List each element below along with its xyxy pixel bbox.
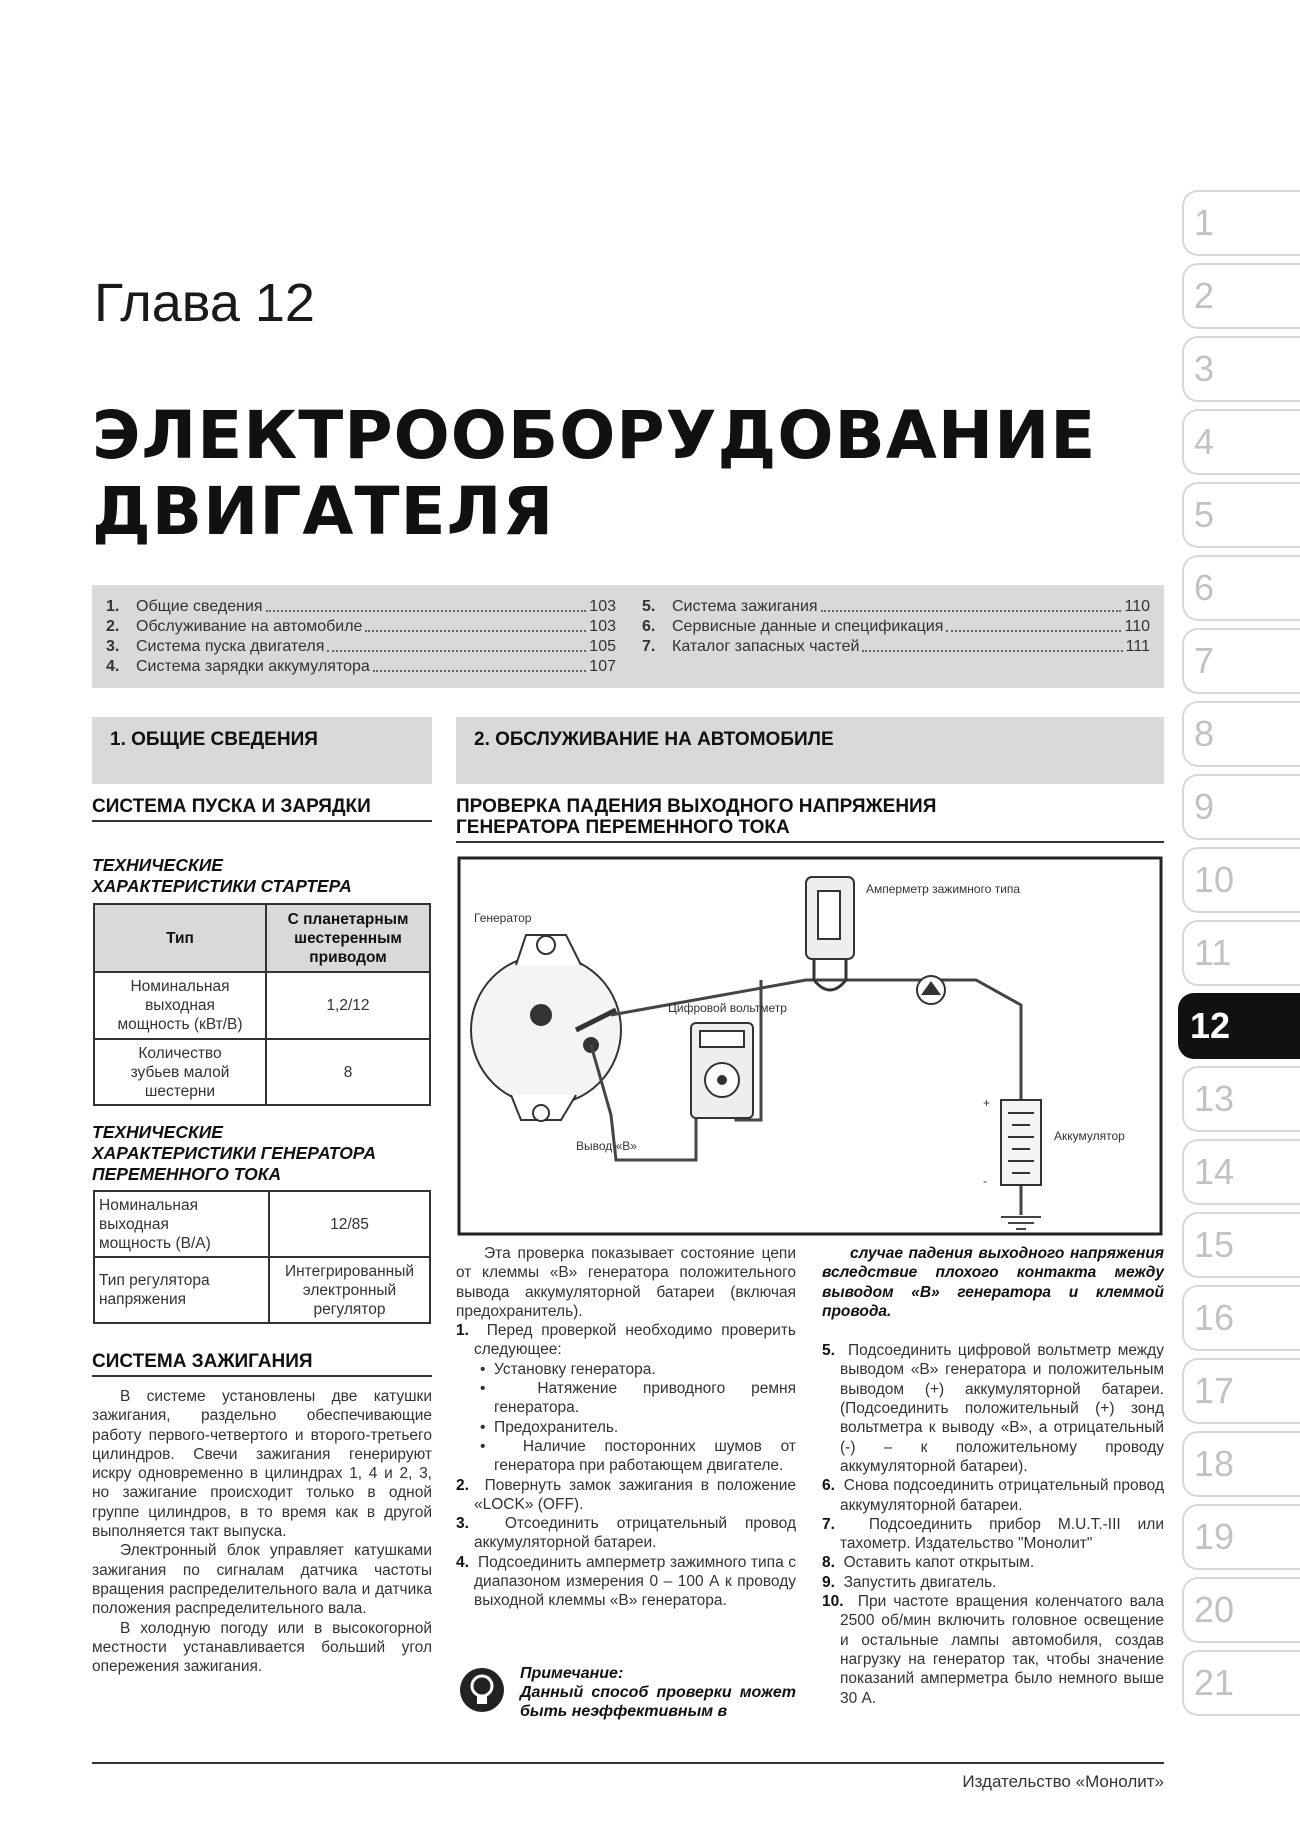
note-continuation: случае падения выходного напряжения вследствие плохого контакта между выводом «В» генератора и клеммой провода. bbox=[822, 1245, 1164, 1320]
toc-dot-leader bbox=[373, 657, 587, 672]
step bbox=[456, 1476, 796, 1515]
toc-dot-leader bbox=[327, 637, 586, 652]
chapter-title bbox=[92, 398, 1096, 550]
step bbox=[822, 1515, 1164, 1554]
cell-line: зубьев малой bbox=[130, 1063, 230, 1081]
digital-voltmeter-drawing bbox=[691, 1023, 753, 1118]
cell-line: Интегрированный bbox=[284, 1262, 415, 1280]
starter-spec-table bbox=[93, 903, 431, 1106]
chapter-tab-19[interactable]: 19 bbox=[1182, 1504, 1300, 1570]
bullet-item: • Наличие посторонних шумов от генератора при работающем двигателе. bbox=[480, 1437, 796, 1475]
step-number: 5. bbox=[822, 1342, 835, 1360]
step-number: 3. bbox=[456, 1515, 469, 1533]
step bbox=[822, 1573, 1164, 1592]
cell-line: мощность (В/А) bbox=[99, 1234, 211, 1252]
cell-line: напряжения bbox=[99, 1291, 187, 1308]
toc-dot-leader bbox=[266, 597, 587, 612]
fuse-icon bbox=[917, 976, 945, 1004]
toc-number: 7. bbox=[642, 638, 656, 655]
chapter-title-line2: ДВИГАТЕЛЯ bbox=[92, 473, 555, 550]
step-text: Подсоединить прибор M.U.T.-III или тахометр. Издательство "Монолит" bbox=[840, 1515, 1164, 1553]
toc-page-number: 107 bbox=[589, 658, 616, 675]
starter-title-l2: ХАРАКТЕРИСТИКИ СТАРТЕРА bbox=[92, 876, 352, 896]
table-header bbox=[266, 904, 430, 972]
step-number: 6. bbox=[822, 1477, 835, 1495]
chapter-tab-18[interactable]: 18 bbox=[1182, 1431, 1300, 1497]
cell-line: Количество bbox=[138, 1044, 222, 1062]
chapter-tab-14[interactable]: 14 bbox=[1182, 1139, 1300, 1205]
bullet-text: Наличие посторонних шумов от генератора при работающем двигателе. bbox=[494, 1437, 796, 1475]
step bbox=[822, 1592, 1164, 1708]
bullet-item: • Установку генератора. bbox=[480, 1360, 656, 1378]
chapter-tab-4[interactable]: 4 bbox=[1182, 409, 1300, 475]
toc-entry[interactable] bbox=[106, 637, 616, 657]
toc-number: 4. bbox=[106, 658, 120, 675]
chapter-tab-21[interactable]: 21 bbox=[1182, 1650, 1300, 1716]
chapter-label: Глава 12 bbox=[94, 273, 315, 333]
step bbox=[822, 1553, 1164, 1572]
table-cell bbox=[269, 1257, 430, 1323]
generator-label: Генератор bbox=[474, 911, 532, 925]
table-cell bbox=[94, 972, 266, 1039]
bullet-text: Натяжение приводного ремня генератора. bbox=[494, 1380, 796, 1417]
ignition-subhead: СИСТЕМА ЗАЖИГАНИЯ bbox=[92, 1351, 432, 1377]
toc-page-number: 103 bbox=[589, 598, 616, 615]
table-cell bbox=[94, 1191, 269, 1257]
toc-number: 5. bbox=[642, 598, 656, 615]
toc-label: Система зарядки аккумулятора bbox=[136, 658, 370, 675]
note-box bbox=[456, 1664, 796, 1721]
note-text: Данный способ проверки может быть неэффективным в bbox=[520, 1684, 796, 1720]
gen-title-l1: ТЕХНИЧЕСКИЕ bbox=[92, 1122, 223, 1142]
step-number: 10. bbox=[822, 1593, 844, 1611]
section1-subhead: СИСТЕМА ПУСКА И ЗАРЯДКИ bbox=[92, 796, 432, 822]
minus-sign: - bbox=[983, 1174, 987, 1188]
toc-label: Система зажигания bbox=[672, 598, 818, 615]
step-text: Снова подсоединить отрицательный провод аккумуляторной батареи. bbox=[840, 1477, 1164, 1514]
chapter-tab-7[interactable]: 7 bbox=[1182, 628, 1300, 694]
table-row bbox=[94, 1191, 430, 1257]
table-cell: 1,2/12 bbox=[266, 972, 430, 1039]
step-number: 9. bbox=[822, 1573, 835, 1591]
cell-line: регулятор bbox=[313, 1300, 386, 1318]
toc-label: Общие сведения bbox=[136, 598, 263, 615]
toc-dot-leader bbox=[862, 637, 1122, 652]
toc-number: 3. bbox=[106, 638, 120, 655]
cell-line: выходная bbox=[99, 1215, 169, 1233]
step-text: Запустить двигатель. bbox=[843, 1573, 997, 1591]
paragraph: Эта проверка показывает состояние цепи от клеммы «В» генератора положительного вывода аккумуляторной батареи (включая предохранитель). bbox=[456, 1245, 796, 1320]
cell-line: выходная bbox=[145, 997, 215, 1014]
chapter-title-line1: ЭЛЕКТРООБОРУДОВАНИЕ bbox=[92, 397, 1097, 474]
toc-entry[interactable] bbox=[642, 617, 1150, 637]
section2-subhead bbox=[456, 796, 1164, 843]
chapter-tab-1[interactable]: 1 bbox=[1182, 190, 1300, 256]
bullet-item: • Натяжение приводного ремня генератора. bbox=[480, 1380, 796, 1417]
cell-line: Номинальная bbox=[130, 978, 230, 995]
step bbox=[822, 1341, 1164, 1476]
alternator-test-diagram bbox=[456, 855, 1164, 1237]
toc-entry[interactable] bbox=[642, 597, 1150, 617]
table-of-contents bbox=[92, 585, 1164, 688]
lightbulb-icon bbox=[458, 1666, 506, 1714]
step-text: Перед проверкой необходимо проверить следующее: bbox=[474, 1322, 796, 1359]
gen-title-l2: ХАРАКТЕРИСТИКИ ГЕНЕРАТОРА bbox=[92, 1143, 377, 1163]
step bbox=[456, 1321, 796, 1360]
starter-specs-title bbox=[92, 855, 432, 897]
plus-sign: + bbox=[983, 1096, 991, 1110]
voltmeter-label: Цифровой вольтметр bbox=[668, 1001, 787, 1015]
publisher-footer: Издательство «Монолит» bbox=[962, 1772, 1164, 1791]
table-header: Тип bbox=[94, 904, 266, 972]
toc-page-number: 111 bbox=[1125, 638, 1150, 655]
table-cell: 12/85 bbox=[269, 1191, 430, 1257]
toc-entry[interactable] bbox=[106, 597, 616, 617]
table-row bbox=[94, 1257, 430, 1323]
table-cell bbox=[94, 1257, 269, 1323]
cell-line: приводом bbox=[309, 948, 387, 966]
toc-dot-leader bbox=[821, 597, 1122, 612]
section1-header: 1. ОБЩИЕ СВЕДЕНИЯ bbox=[92, 717, 432, 784]
toc-label: Система пуска двигателя bbox=[136, 638, 325, 655]
ignition-text bbox=[92, 1387, 432, 1676]
table-row bbox=[94, 1039, 430, 1105]
footer-divider bbox=[92, 1762, 1164, 1764]
cell-line: шестеренным bbox=[294, 929, 402, 947]
generator-spec-table bbox=[93, 1190, 431, 1324]
terminal-label: Вывод «В» bbox=[576, 1139, 637, 1153]
toc-dot-leader bbox=[946, 617, 1121, 632]
bullet-text: Установку генератора. bbox=[494, 1360, 656, 1378]
chapter-tab-11[interactable]: 11 bbox=[1182, 920, 1300, 986]
paragraph: В системе установлены две катушки зажигания, раздельно обеспечивающие работу первого-четвертого и второго-третьего цилиндров. Свечи зажигания генерируют искру одновременно в цилиндрах 1, 4 и 2, 3, но зажигание происходит только в одной группе цилиндров, в то время как в другой выполняется такт выпуска. bbox=[92, 1388, 432, 1541]
chapter-tab-15[interactable]: 15 bbox=[1182, 1212, 1300, 1278]
chapter-tab-13[interactable]: 13 bbox=[1182, 1066, 1300, 1132]
toc-left-column bbox=[106, 597, 616, 677]
step-text: Подсоединить цифровой вольтметр между выводом «В» генератора и положительным выводом (+) аккумуляторной батареи. (Подсоединить положительный (+) зонд вольтметра к выводу «В», а отрицательный (-) – к положительному проводу аккумуляторной батареи). bbox=[840, 1342, 1164, 1475]
paragraph: В холодную погоду или в высокогорной местности устанавливается больший угол опережения зажигания. bbox=[92, 1619, 432, 1676]
toc-entry[interactable] bbox=[106, 657, 616, 677]
step-text: Отсоединить отрицательный провод аккумуляторной батареи. bbox=[474, 1515, 796, 1552]
bullet-item: • Предохранитель. bbox=[480, 1418, 619, 1436]
toc-entry[interactable] bbox=[106, 617, 616, 637]
toc-right-column bbox=[642, 597, 1150, 657]
battery-label: Аккумулятор bbox=[1054, 1129, 1125, 1143]
step-number: 7. bbox=[822, 1515, 835, 1533]
chapter-tab-3[interactable]: 3 bbox=[1182, 336, 1300, 402]
toc-page-number: 103 bbox=[589, 618, 616, 635]
note-title: Примечание: bbox=[520, 1665, 624, 1682]
subhead-line1: ПРОВЕРКА ПАДЕНИЯ ВЫХОДНОГО НАПРЯЖЕНИЯ bbox=[456, 796, 937, 817]
step-text: Подсоединить амперметр зажимного типа с диапазоном измерения 0 – 100 А к проводу выходной клеммы «В» генератора. bbox=[474, 1553, 796, 1610]
cell-line: мощность (кВт/В) bbox=[117, 1016, 243, 1033]
step bbox=[822, 1476, 1164, 1515]
toc-entry[interactable] bbox=[642, 637, 1150, 657]
bullet-text: Предохранитель. bbox=[494, 1418, 619, 1436]
generator-specs-title bbox=[92, 1122, 437, 1185]
chapter-tab-17[interactable]: 17 bbox=[1182, 1358, 1300, 1424]
step-number: 1. bbox=[456, 1322, 469, 1340]
step-number: 4. bbox=[456, 1553, 469, 1571]
step-text: При частоте вращения коленчатого вала 2500 об/мин включить головное освещение и остальные лампы автомобиля, создав нагрузку на генератор так, чтобы значение показаний амперметра было немного выше 30 А. bbox=[840, 1593, 1164, 1707]
ammeter-label: Амперметр зажимного типа bbox=[866, 882, 1021, 896]
cell-line: Номинальная bbox=[99, 1196, 199, 1214]
section2-column-b bbox=[822, 1244, 1164, 1708]
cell-line: шестерни bbox=[144, 1082, 216, 1100]
step-text: Повернуть замок зажигания в положение «LOCK» (OFF). bbox=[474, 1476, 796, 1513]
step bbox=[456, 1514, 796, 1553]
chapter-tab-8[interactable]: 8 bbox=[1182, 701, 1300, 767]
table-cell bbox=[94, 1039, 266, 1105]
table-cell: 8 bbox=[266, 1039, 430, 1105]
toc-number: 2. bbox=[106, 618, 120, 635]
toc-number: 6. bbox=[642, 618, 656, 635]
toc-label: Обслуживание на автомобиле bbox=[136, 618, 363, 635]
cell-line: Тип регулятора bbox=[99, 1272, 210, 1289]
step-number: 8. bbox=[822, 1554, 835, 1572]
paragraph: Электронный блок управляет катушками зажигания по сигналам датчика частоты вращения распределительного вала и датчика положения распределительного вала. bbox=[92, 1542, 432, 1618]
starter-title-l1: ТЕХНИЧЕСКИЕ bbox=[92, 855, 223, 875]
chapter-tab-5[interactable]: 5 bbox=[1182, 482, 1300, 548]
step bbox=[456, 1553, 796, 1611]
toc-dot-leader bbox=[365, 617, 586, 632]
cell-line: С планетарным bbox=[287, 910, 409, 928]
chapter-tab-6[interactable]: 6 bbox=[1182, 555, 1300, 621]
chapter-tab-16[interactable]: 16 bbox=[1182, 1285, 1300, 1351]
toc-page-number: 110 bbox=[1124, 618, 1150, 635]
chapter-tab-2[interactable]: 2 bbox=[1182, 263, 1300, 329]
step-number: 2. bbox=[456, 1476, 469, 1494]
chapter-tab-20[interactable]: 20 bbox=[1182, 1577, 1300, 1643]
toc-page-number: 105 bbox=[589, 638, 616, 655]
cell-line: электронный bbox=[302, 1281, 397, 1299]
section2-header: 2. ОБСЛУЖИВАНИЕ НА АВТОМОБИЛЕ bbox=[456, 717, 1164, 784]
chapter-tab-10[interactable]: 10 bbox=[1182, 847, 1300, 913]
chapter-tab-9[interactable]: 9 bbox=[1182, 774, 1300, 840]
section2-column-a bbox=[456, 1244, 796, 1611]
toc-label: Сервисные данные и спецификация bbox=[672, 618, 944, 635]
subhead-line2: ГЕНЕРАТОРА ПЕРЕМЕННОГО ТОКА bbox=[456, 817, 790, 838]
toc-label: Каталог запасных частей bbox=[672, 638, 860, 655]
gen-title-l3: ПЕРЕМЕННОГО ТОКА bbox=[92, 1164, 282, 1184]
step-text: Оставить капот открытым. bbox=[843, 1554, 1035, 1572]
toc-page-number: 110 bbox=[1124, 598, 1150, 615]
table-row bbox=[94, 972, 430, 1039]
toc-number: 1. bbox=[106, 598, 120, 615]
chapter-tab-12[interactable]: 12 bbox=[1178, 993, 1300, 1059]
